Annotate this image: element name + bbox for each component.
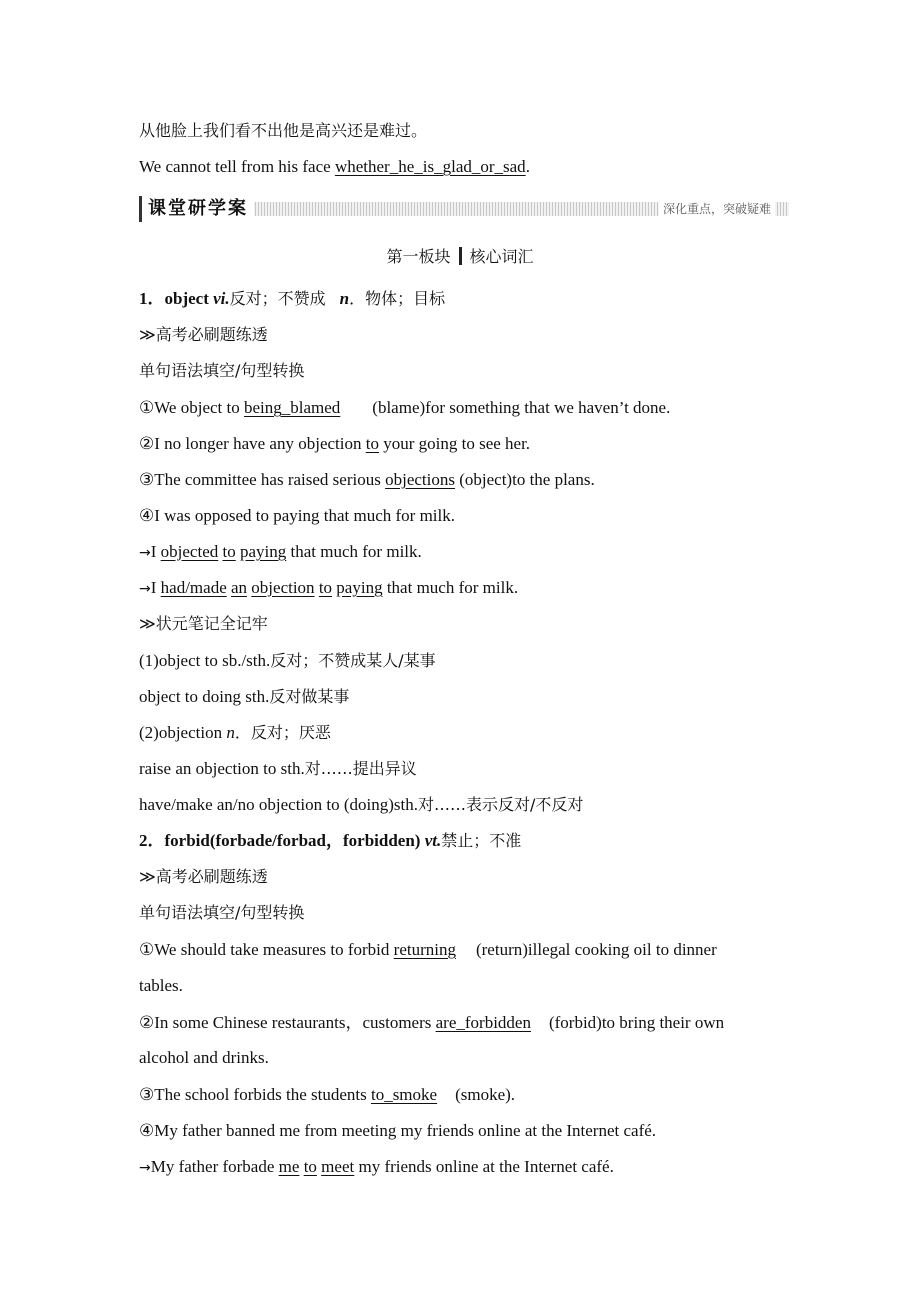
exercise-transform: [139, 541, 788, 564]
note-en: (2)objection: [139, 723, 227, 742]
exercise-sentence: ④I was opposed to paying that much for milk.: [139, 506, 455, 525]
headword: forbid(forbade/forbad，forbidden): [164, 831, 425, 850]
intro-english-sentence: [139, 156, 788, 178]
note-line: [139, 650, 788, 672]
pos: vi.: [213, 289, 230, 308]
task-label: 单句语法填空/句型转换: [139, 361, 305, 380]
exercise-transform: [139, 577, 788, 600]
arrow-right-icon: →: [139, 545, 151, 561]
section-separator: [459, 247, 462, 265]
answer: an: [231, 578, 248, 597]
answer: to: [318, 578, 333, 597]
exercise-sentence: [139, 469, 788, 491]
text: (blame)for something that we haven’t done.: [372, 398, 671, 417]
text: (forbid)to bring their own: [548, 1013, 725, 1032]
answer: paying: [239, 542, 287, 561]
definition: 禁止；不准: [441, 831, 522, 850]
section-right: 核心词汇: [469, 247, 534, 266]
banner-subtitle: 深化重点，突破疑难: [659, 199, 775, 219]
note-line: [139, 794, 788, 816]
exercise-sentence: [139, 1084, 788, 1106]
item-number: 1．: [139, 289, 165, 308]
text: ②I no longer have any objection: [139, 434, 366, 453]
text: ①We should take measures to forbid: [139, 940, 394, 959]
text: your going to see her.: [378, 434, 531, 453]
answer: to: [365, 434, 379, 453]
exercise-sentence: ④My father banned me from meeting my friends online at the Internet café.: [139, 1121, 657, 1140]
practice-heading: ≫高考必刷题练透: [139, 325, 268, 344]
text: I: [150, 578, 161, 597]
text: .: [525, 157, 530, 176]
item-number: 2．: [139, 831, 165, 850]
section-heading: [0, 246, 920, 268]
note-cn: 反对做某事: [269, 687, 350, 706]
answer: whether_he_is_glad_or_sad: [334, 157, 526, 176]
text: that much for milk.: [286, 542, 422, 561]
text: (smoke).: [455, 1085, 516, 1104]
answer: returning: [393, 940, 456, 959]
text: ③The school forbids the students: [139, 1085, 371, 1104]
note-cn: 反对；不赞成某人/某事: [270, 651, 436, 670]
pos: n: [339, 289, 350, 308]
exercise-sentence-cont: tables.: [139, 976, 183, 995]
answer: objected: [160, 542, 219, 561]
note-cn: 对……提出异议: [304, 759, 417, 778]
text: ①We object to: [139, 398, 244, 417]
note-cn: 对……表示反对/不反对: [418, 795, 584, 814]
arrow-right-icon: →: [139, 1160, 151, 1176]
answer: me: [278, 1157, 300, 1176]
exercise-sentence: [139, 433, 788, 455]
answer: to_smoke: [370, 1085, 438, 1104]
definition: ．物体；目标: [349, 289, 446, 308]
note-line: [139, 686, 788, 708]
banner-title: 课堂研学案: [139, 196, 254, 222]
answer: being_blamed: [243, 398, 341, 417]
note-en: (1)object to sb./sth.: [139, 651, 271, 670]
pos: n: [226, 723, 235, 742]
answer: objections: [385, 470, 455, 489]
text: (object)to the plans.: [454, 470, 595, 489]
text: (return)illegal cooking oil to dinner: [475, 940, 717, 959]
answer: paying: [336, 578, 383, 597]
answer: to: [222, 542, 236, 561]
exercise-sentence: [139, 1012, 788, 1034]
note-en: object to doing sth.: [139, 687, 270, 706]
note-line: [139, 758, 788, 780]
item1-heading: [139, 288, 788, 310]
text: I: [150, 542, 161, 561]
text: my friends online at the Internet café.: [354, 1157, 614, 1176]
item2-heading: [139, 830, 788, 852]
exercise-sentence-cont: alcohol and drinks.: [139, 1048, 269, 1067]
note-line: [139, 722, 788, 744]
section-left: 第一板块: [386, 247, 451, 266]
exercise-sentence: [139, 939, 788, 961]
answer: are_forbidden: [435, 1013, 531, 1032]
note-en: have/make an/no objection to (doing)sth.: [139, 795, 419, 814]
pos: vt.: [424, 831, 442, 850]
exercise-transform: [139, 1156, 788, 1179]
definition: 反对；不赞成: [229, 289, 326, 308]
text: We cannot tell from his face: [139, 157, 335, 176]
notes-heading: ≫状元笔记全记牢: [139, 614, 268, 633]
section-banner: [139, 196, 789, 222]
intro-chinese-sentence: 从他脸上我们看不出他是高兴还是难过。: [139, 121, 428, 140]
answer: meet: [321, 1157, 355, 1176]
arrow-right-icon: →: [139, 581, 151, 597]
answer: to: [303, 1157, 317, 1176]
headword: object: [164, 289, 214, 308]
answer: objection: [251, 578, 315, 597]
task-label: 单句语法填空/句型转换: [139, 903, 305, 922]
note-en: raise an objection to sth.: [139, 759, 305, 778]
text: ③The committee has raised serious: [139, 470, 386, 489]
exercise-sentence: [139, 397, 788, 419]
text: ②In some Chinese restaurants，customers: [139, 1013, 436, 1032]
practice-heading: ≫高考必刷题练透: [139, 867, 268, 886]
answer: had/made: [160, 578, 227, 597]
note-cn: ．反对；厌恶: [234, 723, 331, 742]
text: My father forbade: [150, 1157, 279, 1176]
text: that much for milk.: [382, 578, 519, 597]
